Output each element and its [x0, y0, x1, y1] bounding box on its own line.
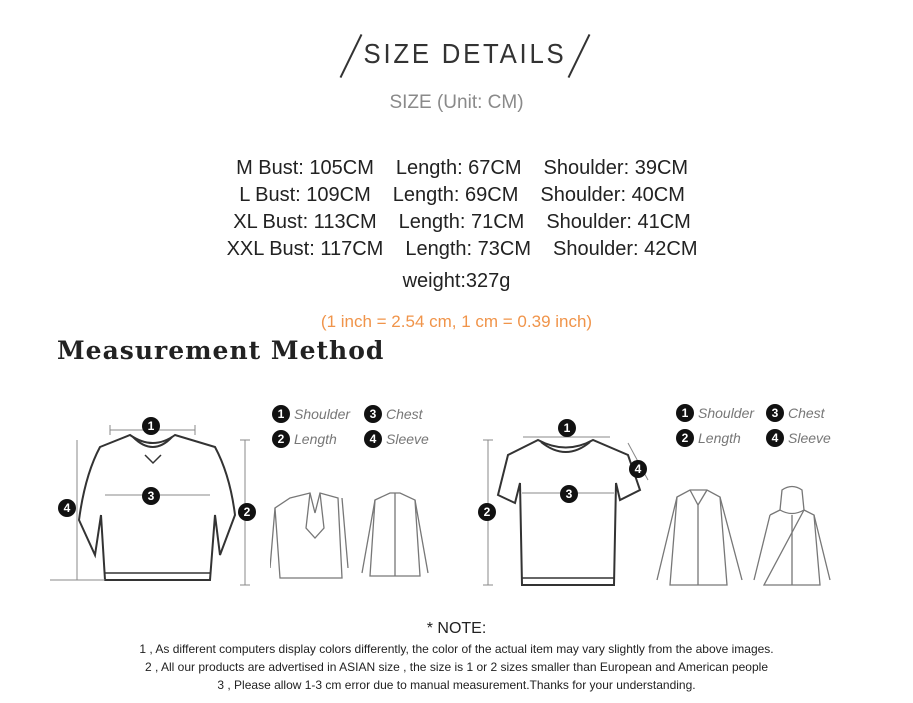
shirt-hoodie-sketches-right [652, 485, 842, 595]
measurement-method-title: Measurement Method [57, 336, 385, 365]
size-length: Length: 71CM [398, 211, 525, 233]
size-row-xxl [0, 215, 913, 261]
legend-right [676, 404, 856, 456]
section-title [330, 28, 600, 82]
legend-length: 2 Length [676, 429, 741, 447]
tshirt-illustration [478, 415, 658, 595]
legend-shoulder: 1 Shoulder [272, 405, 350, 423]
weight-text: weight:327g [402, 270, 511, 292]
legend-length: 2 Length [272, 430, 337, 448]
marker-shoulder: 1 [558, 419, 576, 437]
size-bust: XXL Bust: 117CM [226, 238, 384, 260]
marker-length: 2 [238, 503, 256, 521]
legend-left [272, 405, 452, 457]
blazer-jacket-illustration [270, 488, 440, 588]
marker-length: 2 [478, 503, 496, 521]
tshirt-diagram [478, 415, 658, 595]
marker-sleeve: 4 [58, 499, 76, 517]
legend-shoulder: 1 Shoulder [676, 404, 754, 422]
size-unit-subtitle: SIZE (Unit: CM) [389, 92, 524, 113]
size-length: Length: 69CM [392, 184, 519, 206]
note-line-3: 3 , Please allow 1-3 cm error due to manual measurement.Thanks for your understanding. [217, 678, 696, 692]
jacket-sketches-left [270, 488, 440, 588]
title-text: SIZE DETAILS [363, 38, 567, 69]
marker-chest: 3 [560, 485, 578, 503]
sweatshirt-diagram [45, 395, 270, 595]
size-bust: L Bust: 109CM [239, 184, 371, 206]
legend-chest: 3 Chest [364, 405, 423, 423]
size-shoulder: Shoulder: 42CM [552, 238, 698, 260]
size-shoulder: Shoulder: 41CM [546, 211, 691, 233]
size-shoulder: Shoulder: 40CM [540, 184, 685, 206]
legend-chest: 3 Chest [766, 404, 825, 422]
legend-sleeve: 4 Sleeve [364, 430, 429, 448]
note-line-2: 2 , All our products are advertised in ASIAN size , the size is 1 or 2 sizes smaller than European and American people [145, 660, 768, 674]
marker-sleeve: 4 [629, 460, 647, 478]
note-title: * NOTE: [426, 620, 487, 637]
marker-chest: 3 [142, 487, 160, 505]
legend-sleeve: 4 Sleeve [766, 429, 831, 447]
size-length: Length: 67CM [395, 157, 522, 179]
size-length: Length: 73CM [405, 238, 531, 260]
note-line-1: 1 , As different computers display colors differently, the color of the actual item may vary slightly from the above images. [139, 642, 774, 656]
shirt-hoodie-illustration [652, 485, 842, 595]
conversion-text: (1 inch = 2.54 cm, 1 cm = 0.39 inch) [320, 312, 593, 331]
size-bust: M Bust: 105CM [236, 157, 374, 179]
size-bust: XL Bust: 113CM [233, 211, 377, 233]
marker-shoulder: 1 [142, 417, 160, 435]
size-shoulder: Shoulder: 39CM [543, 157, 689, 179]
